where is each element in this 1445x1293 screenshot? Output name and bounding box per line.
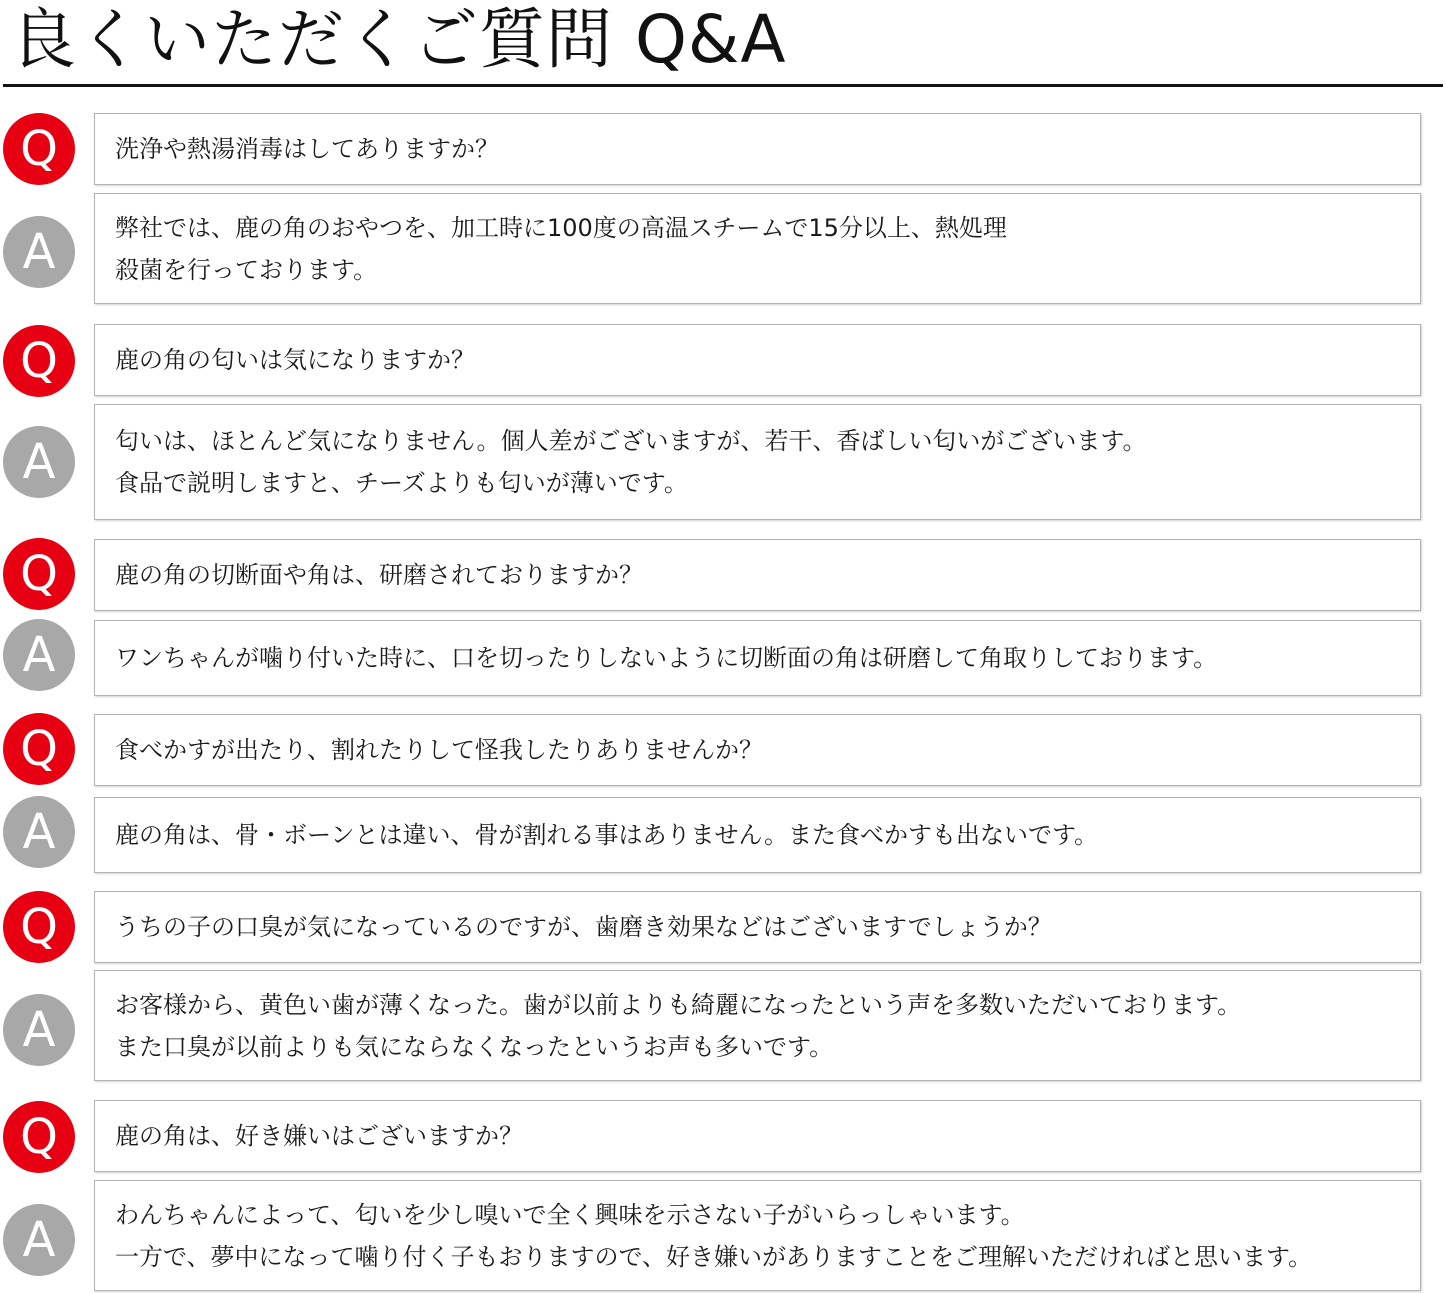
- answer-text-line: 鹿の角は、骨・ボーンとは違い、骨が割れる事はありません。また食べかすも出ないです。: [115, 821, 1099, 849]
- answer-badge: A: [3, 619, 75, 691]
- page-title: 良くいただくご質問 Q&A: [10, 1, 787, 78]
- question-box: [94, 891, 1421, 963]
- question-text: うちの子の口臭が気になっているのですが、歯磨き効果などはございますでしょうか？: [115, 913, 1052, 941]
- question-text: 鹿の角の匂いは気になりますか？: [115, 346, 475, 374]
- answer-badge: A: [3, 216, 75, 288]
- question-badge: Q: [3, 891, 75, 963]
- question-text: 鹿の角は、好き嫌いはございますか？: [115, 1122, 523, 1150]
- answer-badge: A: [3, 994, 75, 1066]
- answer-box: [94, 620, 1421, 696]
- answer-box: [94, 404, 1421, 520]
- question-text: 鹿の角の切断面や角は、研磨されておりますか？: [115, 561, 643, 589]
- question-badge: Q: [3, 1101, 75, 1173]
- answer-badge: A: [3, 1204, 75, 1276]
- answer-badge: A: [3, 426, 75, 498]
- question-box: [94, 1100, 1421, 1172]
- question-text: 食べかすが出たり、割れたりして怪我したりありませんか？: [115, 736, 763, 764]
- question-badge: Q: [3, 113, 75, 185]
- question-badge: Q: [3, 325, 75, 397]
- answer-text-line: 食品で説明しますと、チーズよりも匂いが薄いです。: [115, 469, 688, 497]
- question-badge: Q: [3, 538, 75, 610]
- answer-text-line: 匂いは、ほとんど気になりません。個人差がございますが、若干、香ばしい匂いがございます。: [115, 427, 1147, 455]
- answer-text-line: 弊社では、鹿の角のおやつを、加工時に100度の高温スチームで15分以上、熱処理: [115, 213, 1007, 242]
- answer-box: [94, 970, 1421, 1081]
- answer-text-line: わんちゃんによって、匂いを少し嗅いで全く興味を示さない子がいらっしゃいます。: [115, 1200, 1025, 1229]
- answer-text-line: ワンちゃんが噛り付いた時に、口を切ったりしないように切断面の角は研磨して角取りしております。: [115, 644, 1218, 672]
- question-box: [94, 113, 1421, 185]
- answer-text-line: お客様から、黄色い歯が薄くなった。歯が以前よりも綺麗になったという声を多数いただいております。: [115, 990, 1242, 1019]
- answer-text-line: また口臭が以前よりも気にならなくなったというお声も多いです。: [115, 1032, 834, 1061]
- answer-box: [94, 1180, 1421, 1291]
- question-box: [94, 324, 1421, 396]
- answer-badge: A: [3, 796, 75, 868]
- answer-text-line: 殺菌を行っております。: [115, 255, 378, 284]
- question-box: [94, 539, 1421, 611]
- answer-box: [94, 193, 1421, 304]
- question-text: 洗浄や熱湯消毒はしてありますか？: [115, 135, 499, 163]
- question-box: [94, 714, 1421, 786]
- title-divider: [3, 84, 1443, 87]
- question-badge: Q: [3, 713, 75, 785]
- answer-box: [94, 797, 1421, 873]
- answer-text-line: 一方で、夢中になって噛り付く子もおりますので、好き嫌いがありますことをご理解いただければと思います。: [115, 1242, 1313, 1271]
